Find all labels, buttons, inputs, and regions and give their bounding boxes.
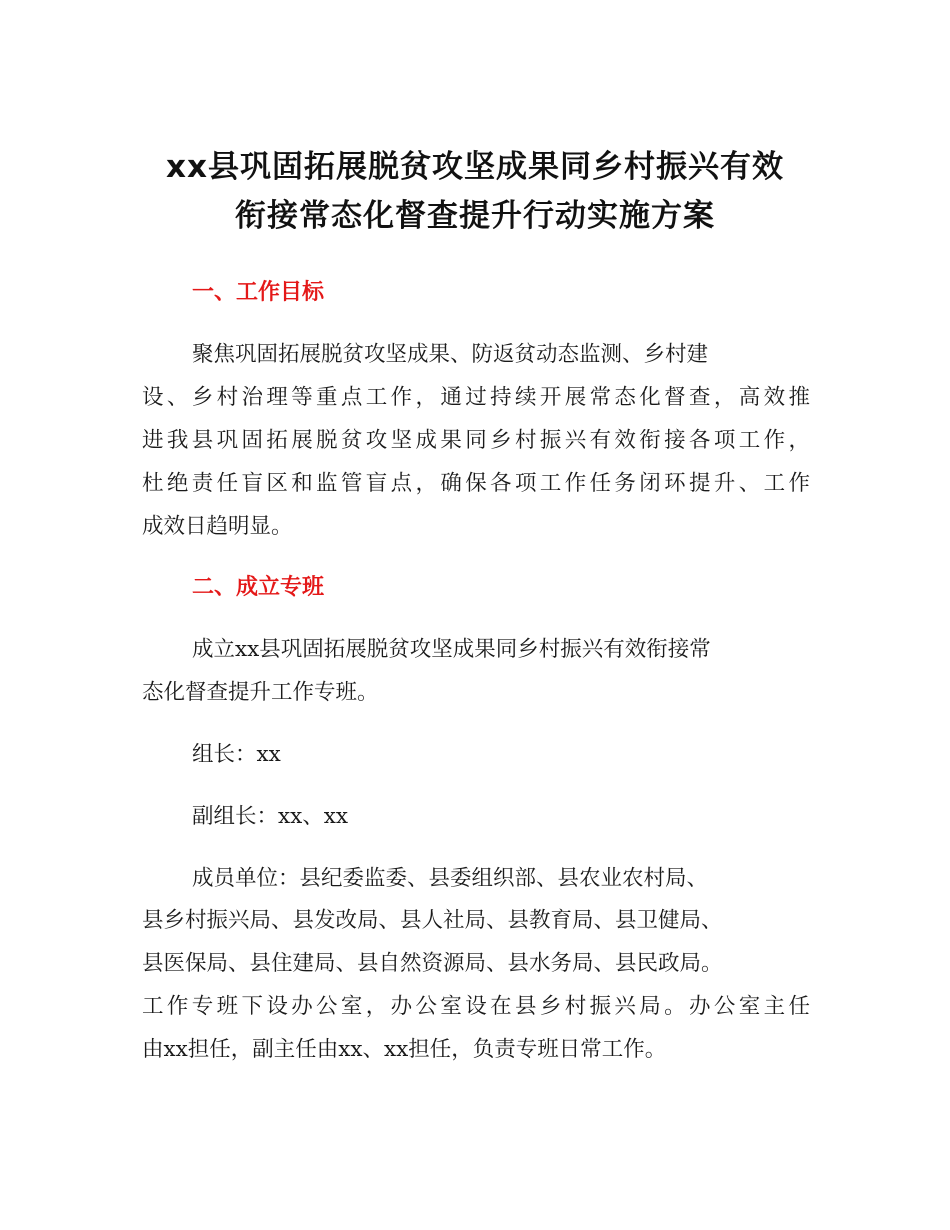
section-heading-work-goals: 一、工作目标 — [192, 280, 325, 305]
member-units-line: 县乡村振兴局、县发改局、县人社局、县教育局、县卫健局、 — [142, 908, 723, 933]
paragraph-line: 杜绝责任盲区和监管盲点，确保各项工作任务闭环提升、工作 — [142, 471, 810, 496]
paragraph-line: 设、乡村治理等重点工作，通过持续开展常态化督查，高效推 — [142, 385, 810, 410]
paragraph-line: 进我县巩固拓展脱贫攻坚成果同乡村振兴有效衔接各项工作， — [142, 428, 810, 453]
section-heading-establish-team: 二、成立专班 — [192, 575, 325, 600]
team-leader: 组长：xx — [192, 742, 281, 767]
member-units-line: 县医保局、县住建局、县自然资源局、县水务局、县民政局。 — [142, 951, 723, 976]
paragraph-line: 态化督查提升工作专班。 — [142, 680, 379, 705]
paragraph-line: 成立xx县巩固拓展脱贫攻坚成果同乡村振兴有效衔接常 — [192, 637, 711, 662]
member-units-line: 成员单位：县纪委监委、县委组织部、县农业农村局、 — [192, 866, 709, 891]
document-title-line-1: xx县巩固拓展脱贫攻坚成果同乡村振兴有效 — [166, 149, 784, 185]
member-units-line: 由xx担任，副主任由xx、xx担任，负责专班日常工作。 — [142, 1037, 667, 1062]
paragraph-line: 聚焦巩固拓展脱贫攻坚成果、防返贫动态监测、乡村建 — [192, 342, 709, 367]
document-title-line-2: 衔接常态化督查提升行动实施方案 — [235, 198, 715, 234]
paragraph-line: 成效日趋明显。 — [142, 514, 293, 539]
team-deputy-leader: 副组长：xx、xx — [192, 804, 349, 829]
member-units-line: 工作专班下设办公室，办公室设在县乡村振兴局。办公室主任 — [142, 994, 810, 1019]
